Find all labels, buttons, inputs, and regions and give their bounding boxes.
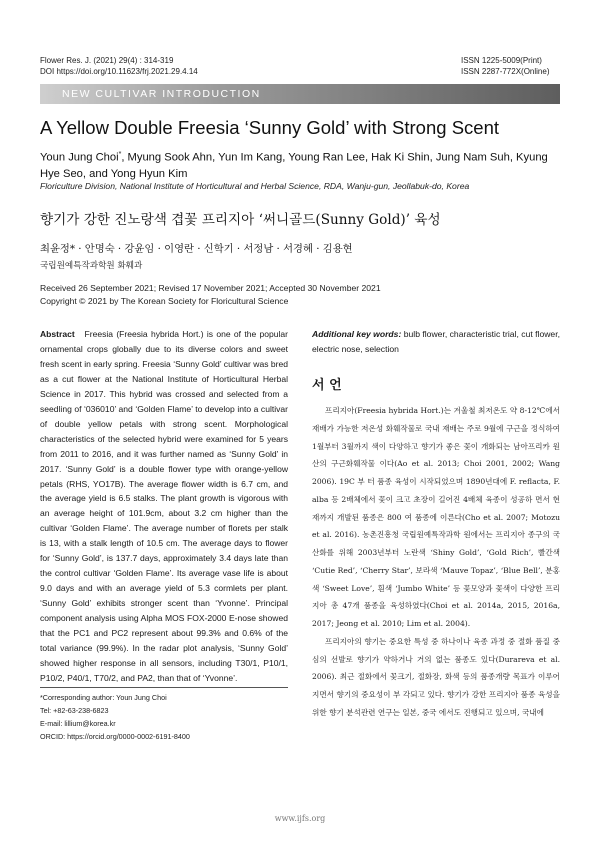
intro-p1-line: 향기가 좋은 꽃이 개화되는 남아프리카 원산의 구근화훼작물 bbox=[312, 441, 561, 469]
abstract-line: ‘Golden Flame’ to develop into a cultivar of double yellow bbox=[40, 403, 288, 429]
section-band bbox=[40, 84, 560, 104]
corresponding-author: *Corresponding author: Youn Jung Choi bbox=[40, 693, 167, 702]
abstract-line: The average days to flower for ‘Sunny Gold’, is 137.7 days, bbox=[40, 538, 288, 564]
abstract-line: of florets per stalk is 13, with a stalk length of 10.5 cm. bbox=[40, 523, 288, 549]
abstract-line: and PC2 represent about 99.3% and 0.6% of the total bbox=[40, 628, 288, 654]
other-authors: , Myung Sook Ahn, Yun Im Kang, Young Ran Lee, Hak Ki Shin, Jung Nam Suh, Kyung Hye Seo, and Yong Hyun Kim bbox=[40, 151, 548, 180]
korean-affiliation: 국립원예특작과학원 화훼과 bbox=[40, 261, 143, 271]
abstract-line: petals with strong scent. Morphological characteristics of the bbox=[40, 418, 288, 444]
abstract-line: approximately 3.4 days late than the control cultivar ‘Golden bbox=[40, 553, 288, 579]
keywords-label: Additional key words: bbox=[312, 329, 402, 339]
journal-line: Flower Res. J. (2021) 29(4) : 314-319 bbox=[40, 56, 174, 65]
corresponding-mark: * bbox=[118, 151, 122, 158]
abstract-line: of Horticultural Herbal Science in 2017. This hybrid was bbox=[40, 373, 288, 399]
abstract-line: P10/1, P10/2, P40/1, T70/2, and PA2, than that of ‘Yvonne’. bbox=[40, 657, 288, 683]
abstract-line: petals (RHS, YO17B). The average flower width is 6.7 cm, bbox=[40, 478, 274, 489]
received-line: Received 26 September 2021; Revised 17 November 2021; Accepted 30 November 2021 bbox=[40, 283, 381, 293]
abstract-line: crossed and selected from a seedling of ‘036010’ and bbox=[40, 388, 288, 414]
issn-online: ISSN 2287-772X(Online) bbox=[461, 67, 550, 76]
publication-dates bbox=[40, 282, 381, 307]
intro-p1-line: ‘Jumbo White’ 등 꽃모양과 꽃색이 다양한 프리지아 총 47개 bbox=[312, 583, 560, 611]
corresponding-footnote bbox=[40, 691, 190, 743]
intro-p1-line: 보라색 ‘Mauve Topaz’, ‘Blue Bell’, 분홍색 ‘Sweet Love’, 흰색 bbox=[312, 565, 560, 593]
doi-line[interactable]: DOI https://doi.org/10.11623/frj.2021.29.4.14 bbox=[40, 67, 198, 76]
intro-p1-line: 8-12℃에서 재배가 가능한 저온성 화훼작물로 국내 재배는 bbox=[312, 406, 560, 433]
intro-paragraph-1 bbox=[312, 402, 560, 633]
copyright-line: Copyright © 2021 by The Korean Society for Floricultural Science bbox=[40, 295, 289, 306]
first-author: Youn Jung Choi bbox=[40, 151, 119, 164]
keywords-text: bulb flower, characteristic trial, cut flower, electric nose, selection bbox=[312, 329, 560, 354]
abstract-line: popular ornamental crops globally due to its diverse colors bbox=[40, 329, 289, 354]
introduction-body bbox=[312, 402, 560, 722]
abstract-line: 2016, and it was further named as ‘Sunny Gold’ in 2017. bbox=[40, 448, 288, 474]
korean-authors: 최윤정* · 안명숙 · 강윤임 · 이영란 · 신학기 · 서정남 · 서경혜 · 김용현 bbox=[40, 243, 353, 255]
intro-p1-line: 프리지아(Freesia hybrida Hort.)는 겨울철 최저온도 약 bbox=[325, 406, 520, 415]
intro-p1-line: al. 2007; Motozu et al. 2016). 농촌진흥청 국립원예특작과학 bbox=[312, 512, 560, 540]
issn-block bbox=[461, 55, 550, 77]
abstract-line: ‘Sunny Gold’ is a double flower type with orange-yellow bbox=[65, 463, 289, 474]
journal-citation bbox=[40, 55, 198, 77]
abstract-line: using Alpha MOS FOX-2000 E-nose showed that the PC1 bbox=[40, 613, 288, 639]
korean-title: 향기가 강한 진노랑색 겹꽃 프리지아 ‘써니골드(Sunny Gold)’ 육성 bbox=[40, 212, 441, 228]
abstract-line: showed higher response in all sensors, including T30/1, bbox=[40, 657, 264, 668]
intro-p2-line: 각되고 있다. 향기가 강한 프리지아 품종 육성을 위한 향기 bbox=[312, 690, 560, 717]
abstract-line: cultivar was bred as a cut flower at the National Institute bbox=[40, 358, 288, 384]
abstract-line: average yield of 5.3 cormlets per plant. ‘Sunny Gold’ exhibits bbox=[40, 583, 288, 609]
intro-p1-line: 터 품종 육성이 시작되었으며 1890년대에 F. reflacta, F. alba bbox=[312, 477, 560, 504]
issn-print: ISSN 1225-5009(Print) bbox=[461, 56, 542, 65]
tel: Tel: +82-63-238-6823 bbox=[40, 706, 109, 716]
abstract-line: vigorous with an average height of 101.9cm, about 3.2 cm bbox=[40, 493, 288, 519]
intro-p1-line: 품종을 육성하였다(Choi et al. 2014a, 2015, 2016a, 2017; bbox=[312, 601, 560, 628]
intro-p2-line: 있다(Durareva et al. 2006). 최근 절화에서 꽃크기, 절화장, bbox=[312, 654, 560, 682]
email[interactable]: E-mail: lillium@korea.kr bbox=[40, 719, 116, 729]
intro-p2-line: 화색 등의 품종개량 목표가 이루어지면서 향기의 중요성이 부 bbox=[312, 672, 560, 699]
paper-title: A Yellow Double Freesia ‘Sunny Gold’ with Strong Scent bbox=[40, 117, 499, 138]
abstract-text bbox=[40, 329, 288, 683]
footnote-divider bbox=[40, 687, 288, 688]
abstract-label: Abstract bbox=[40, 329, 75, 339]
affiliation: Floriculture Division, National Institute of Horticultural and Herbal Science, RDA, Wanju-gun, Jeollabuk-do, Korea bbox=[40, 181, 470, 191]
intro-p2-line: 프리지아의 향기는 중요한 특성 중 하나이나 육종 과정 중 bbox=[325, 636, 518, 646]
footer-url[interactable]: www.ijfs.org bbox=[274, 814, 326, 823]
abstract-line: higher than the cultivar ‘Golden Flame’. The average number bbox=[40, 508, 288, 534]
intro-p1-line: 면서 현재까지 개발된 품종은 800 여 품종에 이른다(Cho et bbox=[312, 494, 560, 522]
abstract bbox=[40, 327, 288, 686]
intro-p2-line: 분석관련 연구는 일본, 중국 에서도 진행되고 있으며, 국내에 bbox=[346, 707, 544, 717]
intro-p1-line: Jeong et al. 2010; Lim et al. 2004). bbox=[336, 619, 471, 628]
section-band-label: NEW CULTIVAR INTRODUCTION bbox=[62, 88, 261, 100]
abstract-line: variance (99.9%). In the radar plot analysis, ‘Sunny Gold’ bbox=[60, 643, 288, 654]
section-heading-introduction: 서 언 bbox=[312, 378, 342, 393]
intro-paragraph-2 bbox=[312, 633, 560, 722]
keywords bbox=[312, 327, 560, 357]
abstract-line: selected hybrid were examined for 5 years from 2011 to bbox=[40, 433, 288, 459]
abstract-line: and the average yield is 6.5 stalks. The plant growth is bbox=[40, 478, 288, 504]
orcid[interactable]: ORCID: https://orcid.org/0000-0002-6191-8400 bbox=[40, 732, 190, 742]
author-list bbox=[40, 147, 560, 182]
abstract-line: Freesia (Freesia hybrida Hort.) is one of the bbox=[84, 329, 260, 339]
intro-p1-line: 이다(Ao et al. 2013; Choi 2001, 2002; Wang 2006). 19C 부 bbox=[312, 459, 560, 486]
intro-p1-line: 등 2배체에서 꽃이 크고 초장이 길어진 4배체 육종이 성공하 bbox=[331, 494, 536, 504]
intro-p1-line: ‘Shiny Gold’, ‘Gold Rich’, 빨간색 ‘Cutie Red’, ‘Cherry Star’, bbox=[312, 548, 560, 575]
intro-p2-line: 절화 품질 중심의 선발로 향기가 약하거나 거의 없는 품종도 bbox=[312, 636, 560, 664]
intro-p1-line: 원에서는 프리지아 종구의 국산화를 위해 2003년부터 노란색 bbox=[312, 530, 560, 557]
abstract-line: and sweet fresh scent in early spring. Freesia ‘Sunny Gold’ bbox=[40, 343, 288, 369]
abstract-line: stronger scent than ‘Yvonne’. Principal component analysis bbox=[40, 598, 288, 624]
abstract-line: Flame’. Its average vase life is about 9.0 days and with an bbox=[40, 568, 288, 594]
intro-p1-line: 주로 9월에 구근을 정식하여 1월부터 3월까지 색이 다양하고 bbox=[312, 423, 561, 451]
